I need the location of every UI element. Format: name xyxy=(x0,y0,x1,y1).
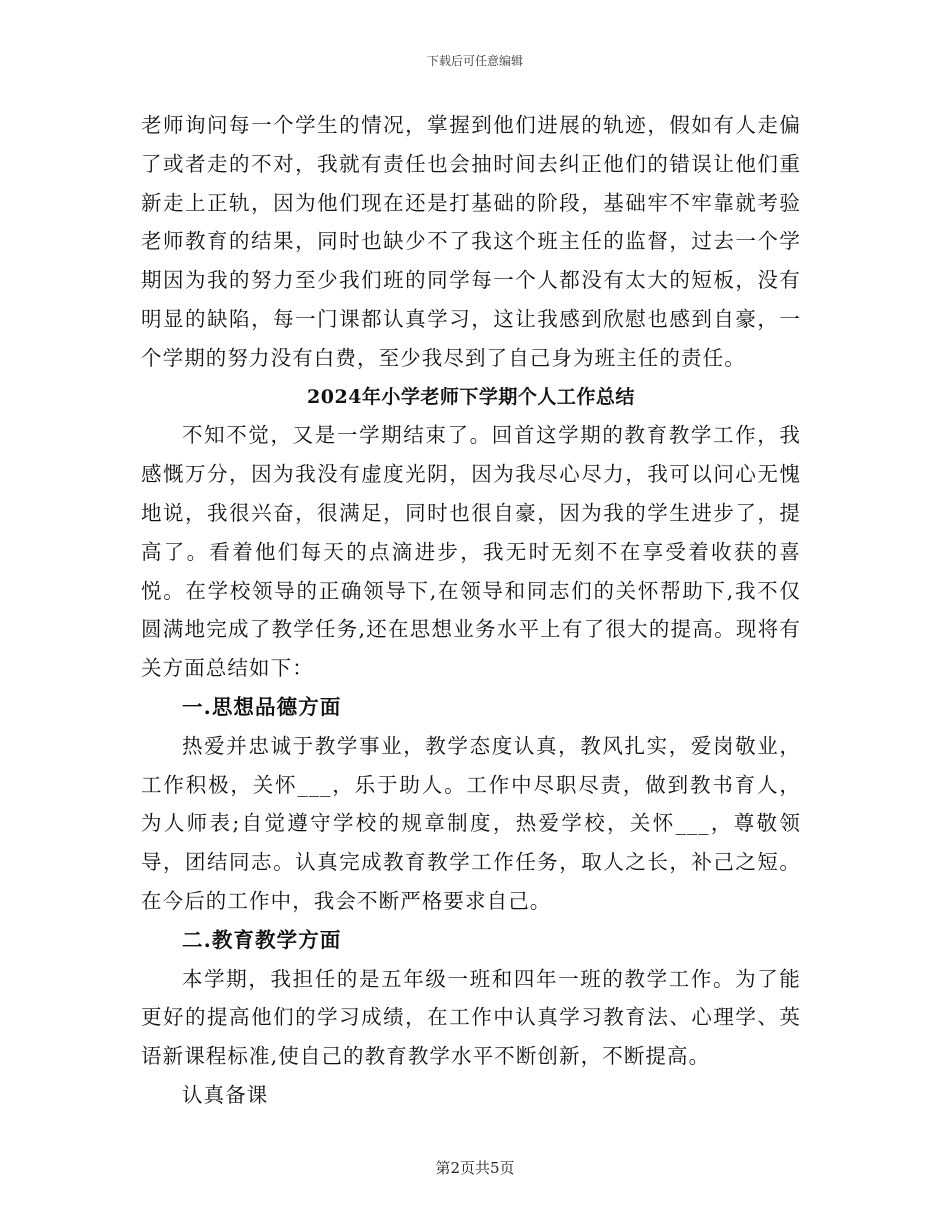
document-title: 2024年小学老师下学期个人工作总结 xyxy=(307,385,635,408)
page-number: 第2页共5页 xyxy=(435,1159,515,1177)
paragraph-opening: 不知不觉，又是一学期结束了。回首这学期的教育教学工作，我感慨万分，因为我没有虚度光阴，因为我尽心尽力，我可以问心无愧地说，我很兴奋，很满足，同时也很自豪，因为我的学生进步了，提高了。看着他们每天的点滴进步，我无时无刻不在享受着收获的喜悦。在学校领导的正确领导下,在领导和同志们的关怀帮助下,我不仅圆满地完成了教学任务,还在思想业务水平上有了很大的提高。现将有关方面总结如下： xyxy=(141,423,801,681)
intro-paragraph: 老师询问每一个学生的情况，掌握到他们进展的轨迹，假如有人走偏了或者走的不对，我就有责任也会抽时间去纠正他们的错误让他们重新走上正轨，因为他们现在还是打基础的阶段，基础牢不牢靠就考验老师教育的结果，同时也缺少不了我这个班主任的监督，过去一个学期因为我的努力至少我们班的同学每一个人都没有太大的短板，没有明显的缺陷，每一门课都认真学习，这让我感到欣慰也感到自豪，一个学期的努力没有白费，至少我尽到了自己身为班主任的责任。 xyxy=(141,113,801,370)
section-heading-ideology: 一.思想品德方面 xyxy=(182,694,342,719)
section-heading-teaching: 二.教育教学方面 xyxy=(182,927,342,952)
document-body xyxy=(141,106,801,1115)
paragraph-ideology: 热爱并忠诚于教学事业，教学态度认真，教风扎实，爱岗敬业，工作积极，关怀___，乐于助人。工作中尽职尽责，做到教书育人，为人师表;自觉遵守学校的规章制度，热爱学校，关怀___，尊敬领导，团结同志。认真完成教育教学工作任务，取人之长，补己之短。在今后的工作中，我会不断严格要求自己。 xyxy=(141,733,801,913)
subsection-heading-lesson-prep: 认真备课 xyxy=(182,1082,269,1107)
paragraph-teaching: 本学期，我担任的是五年级一班和四年一班的教学工作。为了能更好的提高他们的学习成绩，在工作中认真学习教育法、心理学、英语新课程标准,使自己的教育教学水平不断创新，不断提高。 xyxy=(141,966,801,1069)
page-header: 下载后可任意编辑 xyxy=(426,54,523,68)
